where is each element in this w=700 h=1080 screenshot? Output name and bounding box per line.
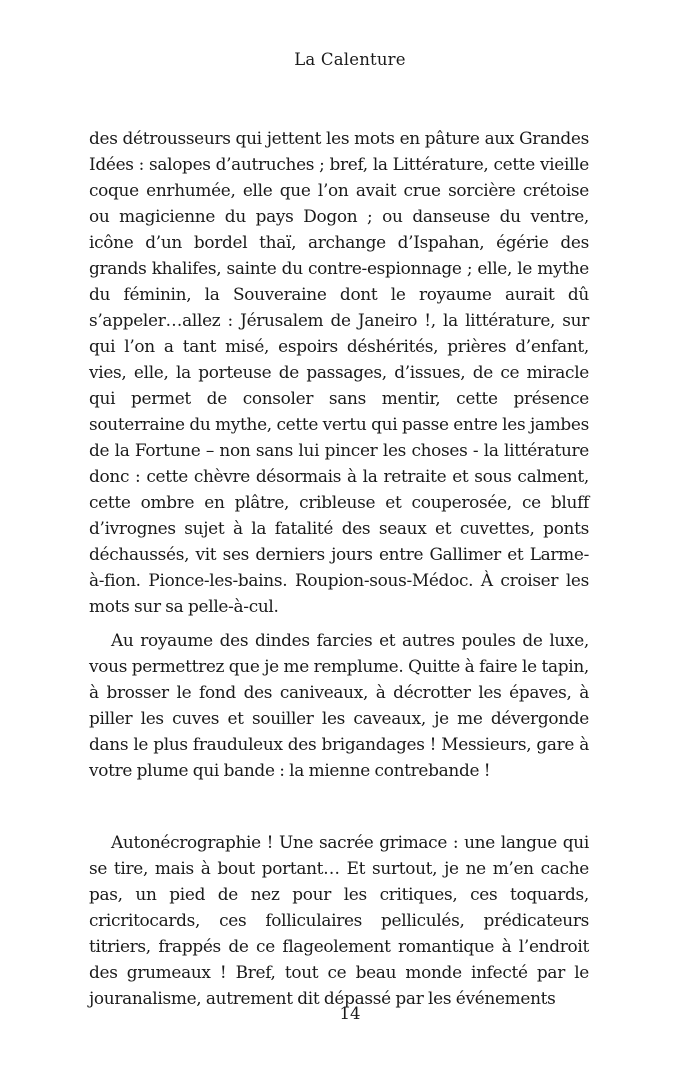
- page-body: [89, 125, 589, 1011]
- running-title: La Calenture: [294, 50, 406, 69]
- paragraph-continued: des détrousseurs qui jettent les mots en pâture aux Grandes Idées : salopes d’autruches ; bref, la Littérature, cette vieille coque enrhumée, elle que l’on avait crue sorcière crétoise ou magicienne du pays Dogon ; ou danseuse du ventre, icône d’un bordel thaï, archange d’Ispahan, égérie des grands khalifes, sainte du contre-espionnage ; elle, le mythe du féminin, la Souveraine dont le royaume aurait dû s’appeler…allez : Jérusalem de Janeiro !, la littérature, sur qui l’on a tant misé, espoirs déshérités, prières d’enfant, vies, elle, la porteuse de passages, d’issues, de ce miracle qui permet de consoler sans mentir, cette présence souterraine du mythe, cette vertu qui passe entre les jambes de la Fortune – non sans lui pincer les choses - la littérature donc : cette chèvre désormais à la retraite et sous calment, cette ombre en plâtre, cribleuse et couperosée, ce bluff d’ivrognes sujet à la fatalité des seaux et cuvettes, ponts déchaussés, vit ses derniers jours entre Gallimer et Larme-à-fion. Pionce-les-bains. Roupion-sous-Médoc. À croiser les mots sur sa pelle-à-cul.: [89, 128, 589, 616]
- page-number: 14: [339, 1004, 361, 1023]
- paragraph-royaume: Au royaume des dindes farcies et autres poules de luxe, vous permettrez que je me remplume. Quitte à faire le tapin, à brosser le fond des caniveaux, à décrotter les épaves, à piller les cuves et souiller les caveaux, je me dévergonde dans le plus frauduleux des brigandages ! Messieurs, gare à votre plume qui bande : la mienne contrebande !: [89, 630, 589, 780]
- paragraph-autonecrographie: Autonécrographie ! Une sacrée grimace : une langue qui se tire, mais à bout portant… Et surtout, je ne m’en cache pas, un pied de nez pour les critiques, ces toquards, cricritocards, ces folliculaires pelliculés, prédicateurs titriers, frappés de ce flageolement romantique à l’endroit des grumeaux ! Bref, tout ce beau monde infecté par le jouranalisme, autrement dit dépassé par les événements: [89, 832, 589, 1008]
